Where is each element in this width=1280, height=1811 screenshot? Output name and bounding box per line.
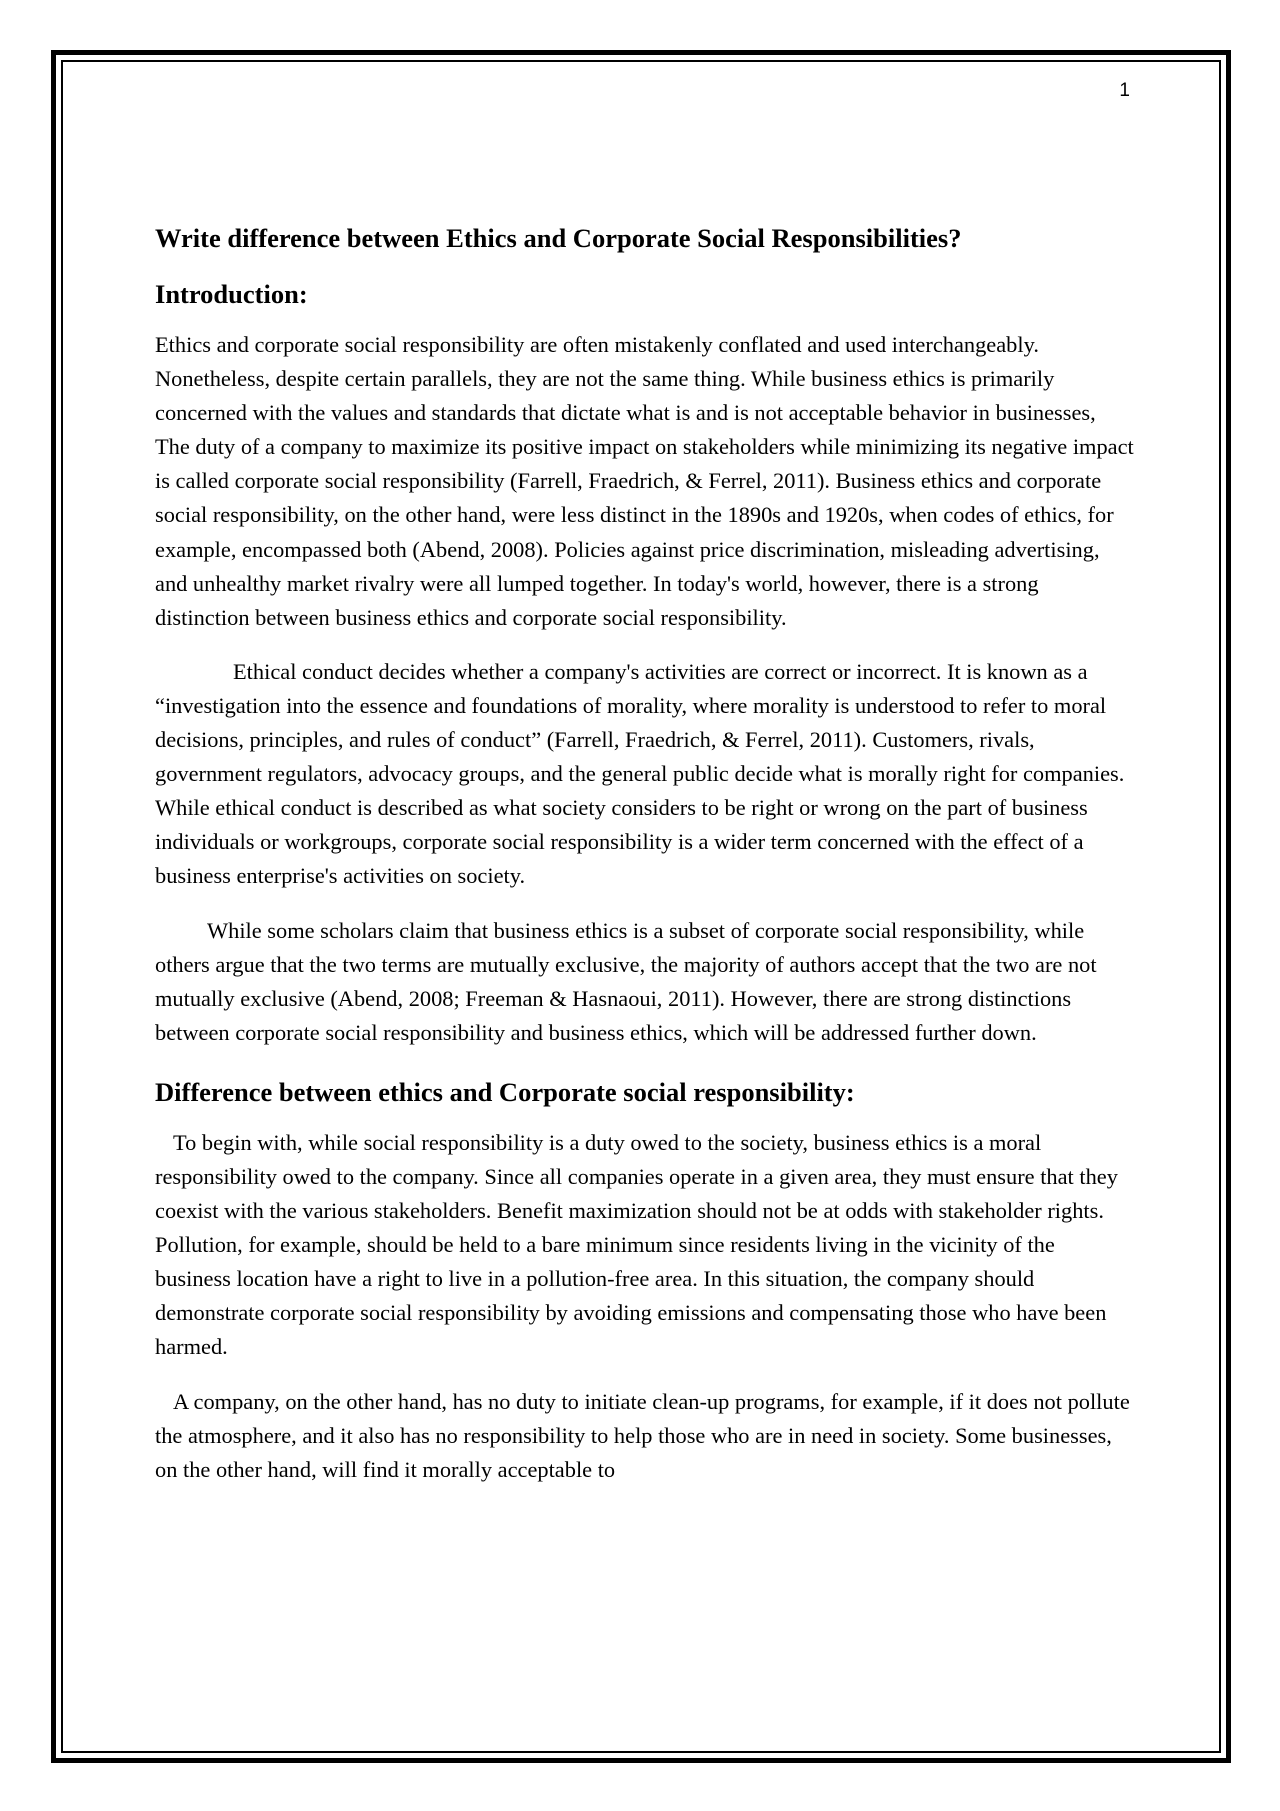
paragraph: While some scholars claim that business ethics is a subset of corporate social responsibility, while others argue that the two terms are mutually exclusive, the majority of authors accept that the two are not mutually exclusive (Abend, 2008; Freeman & Hasnaoui, 2011). However, there are strong distinctions between corporate social responsibility and business ethics, which will be addressed further down.	[155, 917, 1097, 1045]
section-heading-introduction: Introduction:	[155, 279, 308, 309]
paragraph: Ethics and corporate social responsibility are often mistakenly conflated and used interchangeably. Nonetheless, despite certain parallels, they are not the same thing. While business ethics is primarily concerned with the values and standards that dictate what is and is not acceptable behavior in businesses, The duty of a company to maximize its positive impact on stakeholders while minimizing its negative impact is called corporate social responsibility (Farrell, Fraedrich, & Ferrel, 2011). Business ethics and corporate social responsibility, on the other hand, were less distinct in the 1890s and 1920s, when codes of ethics, for example, encompassed both (Abend, 2008). Policies against price discrimination, misleading advertising, and unhealthy market rivalry were all lumped together. In today's world, however, there is a strong distinction between business ethics and corporate social responsibility.	[155, 332, 1134, 630]
paragraph: A company, on the other hand, has no duty to initiate clean-up programs, for example, if it does not pollute the atmosphere, and it also has no responsibility to help those who are in need in society. Some businesses, on the other hand, will find it morally acceptable to	[155, 1388, 1130, 1482]
document-body	[155, 220, 1135, 1507]
section-heading-difference: Difference between ethics and Corporate social responsibility:	[155, 1076, 855, 1107]
page-number: 1	[1119, 80, 1130, 101]
document-title: Write difference between Ethics and Corporate Social Responsibilities?	[155, 223, 962, 253]
paragraph: To begin with, while social responsibility is a duty owed to the society, business ethics is a moral responsibility owed to the company. Since all companies operate in a given area, they must ensure that they coexist with the various stakeholders. Benefit maximization should not be at odds with stakeholder rights. Pollution, for example, should be held to a bare minimum since residents living in the vicinity of the business location have a right to live in a pollution-free area. In this situation, the company should demonstrate corporate social responsibility by avoiding emissions and compensating those who have been harmed.	[155, 1129, 1118, 1360]
paragraph: Ethical conduct decides whether a company's activities are correct or incorrect. It is known as a “investigation into the essence and foundations of morality, where morality is understood to refer to moral decisions, principles, and rules of conduct” (Farrell, Fraedrich, & Ferrel, 2011). Customers, rivals, government regulators, advocacy groups, and the general public decide what is morally right for companies. While ethical conduct is described as what society considers to be right or wrong on the part of business individuals or workgroups, corporate social responsibility is a wider term concerned with the effect of a business enterprise's activities on society.	[155, 658, 1125, 889]
